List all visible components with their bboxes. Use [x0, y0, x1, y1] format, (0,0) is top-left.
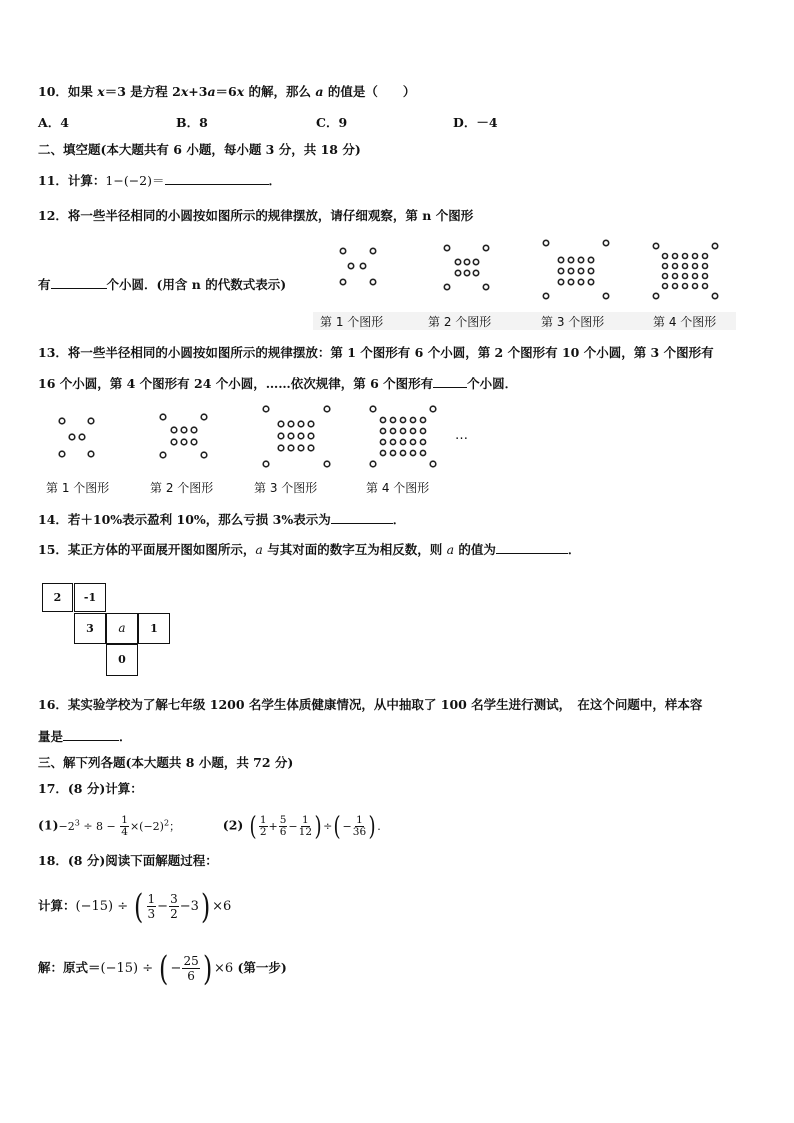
q11-label: 11．计算：	[38, 173, 106, 188]
net-cell-a: a	[106, 613, 138, 644]
q13-caption-1: 第 1 个图形	[46, 481, 110, 495]
q17-heading: 17．(8 分)计算：	[38, 781, 143, 796]
q13-ellipsis: …	[455, 428, 468, 443]
q10-option-a: A．4	[38, 115, 69, 130]
q13-figure-3	[263, 406, 330, 467]
q13-line1: 13．将一些半径相同的小圆按如图所示的规律摆放：第 1 个图形有 6 个小圆，第 2 个图形有 10 个小圆，第 3 个图形有	[38, 345, 714, 360]
q13-figure-1	[59, 418, 94, 457]
net-cell-0: 0	[106, 644, 138, 676]
q12-line2: 有 个小圆．(用含 n 的代数式表示)	[38, 277, 287, 292]
q11: 11．计算：1−(−2)＝ ．	[38, 173, 282, 188]
q13-caption-4: 第 4 个图形	[366, 481, 430, 495]
q13-answer-blank[interactable]	[433, 375, 467, 388]
q12-dot-figures	[316, 238, 736, 318]
q12-figure-4	[653, 243, 717, 298]
q12-caption-3: 第 3 个图形	[541, 315, 605, 329]
section-3-heading: 三、解下列各题(本大题共 8 小题，共 72 分)	[38, 755, 294, 770]
q15-answer-blank[interactable]	[496, 541, 568, 554]
q13-figure-4	[370, 406, 436, 467]
q12-caption-2: 第 2 个图形	[428, 315, 492, 329]
q13-caption-2: 第 2 个图形	[150, 481, 214, 495]
q14-answer-blank[interactable]	[331, 511, 393, 524]
q16-answer-blank[interactable]	[63, 728, 119, 741]
q10-option-b: B．8	[176, 115, 208, 130]
q18-heading: 18．(8 分)阅读下面解题过程：	[38, 853, 218, 868]
q14: 14．若＋10%表示盈利 10%，那么亏损 3%表示为 ．	[38, 512, 406, 527]
q13-line2: 16 个小圆，第 4 个图形有 24 个小圆，……依次规律，第 6 个图形有 个小圆．	[38, 376, 518, 391]
q16-line2: 量是 ．	[38, 729, 132, 744]
q12-figure-1	[340, 248, 375, 284]
q13-dot-figures	[40, 402, 480, 472]
q12-figure-3	[543, 240, 608, 298]
q13-caption-3: 第 3 个图形	[254, 481, 318, 495]
q18-calc: 计算：(−15) ÷ ( $\frac{1}{3}$ − $\frac{3}{2}$ −3) ×6	[38, 886, 232, 927]
q12-answer-blank[interactable]	[51, 276, 107, 289]
q17-parts: $(1)-2^3 \div 8$ − $\frac{1}{4}$ $\times(-2)^2$； (2) ( $\frac{1}{2}$ + $\frac{5}{6}$ − $\frac{1}{12}$ ) ÷( − $\frac{1}{36}$ ) .	[38, 811, 381, 842]
net-cell-neg1: -1	[74, 583, 106, 612]
section-2-heading: 二、填空题(本大题共有 6 小题，每小题 3 分，共 18 分)	[38, 142, 361, 157]
q12-line1: 12．将一些半径相同的小圆按如图所示的规律摆放，请仔细观察，第 n 个图形	[38, 208, 474, 223]
q18-solution-step1: 解：原式＝(−15) ÷ ( − $\frac{25}{6}$ ) ×6 (第一步)	[38, 948, 287, 989]
q13-figure-2	[160, 414, 207, 458]
q10-stem: 10．如果 x＝3 是方程 2x+3a＝6x 的解，那么 a 的值是（ ）	[38, 84, 416, 99]
net-cell-2: 2	[42, 583, 73, 612]
q15: 15．某正方体的平面展开图如图所示，a 与其对面的数字互为相反数，则 a 的值为 ．	[38, 542, 581, 557]
q11-expression: 1−(−2)＝	[105, 173, 165, 188]
q10-option-d: D．－4	[453, 115, 498, 130]
net-cell-1: 1	[138, 613, 170, 644]
net-cell-3: 3	[74, 613, 106, 644]
q10-option-c: C．9	[316, 115, 348, 130]
q16-line1: 16．某实验学校为了解七年级 1200 名学生体质健康情况，从中抽取了 100 名学生进行测试， 在这个问题中，样本容	[38, 697, 703, 712]
q12-caption-1: 第 1 个图形	[320, 315, 384, 329]
q11-answer-blank[interactable]	[165, 172, 269, 185]
q12-caption-4: 第 4 个图形	[653, 315, 717, 329]
q12-figure-2	[444, 245, 488, 289]
